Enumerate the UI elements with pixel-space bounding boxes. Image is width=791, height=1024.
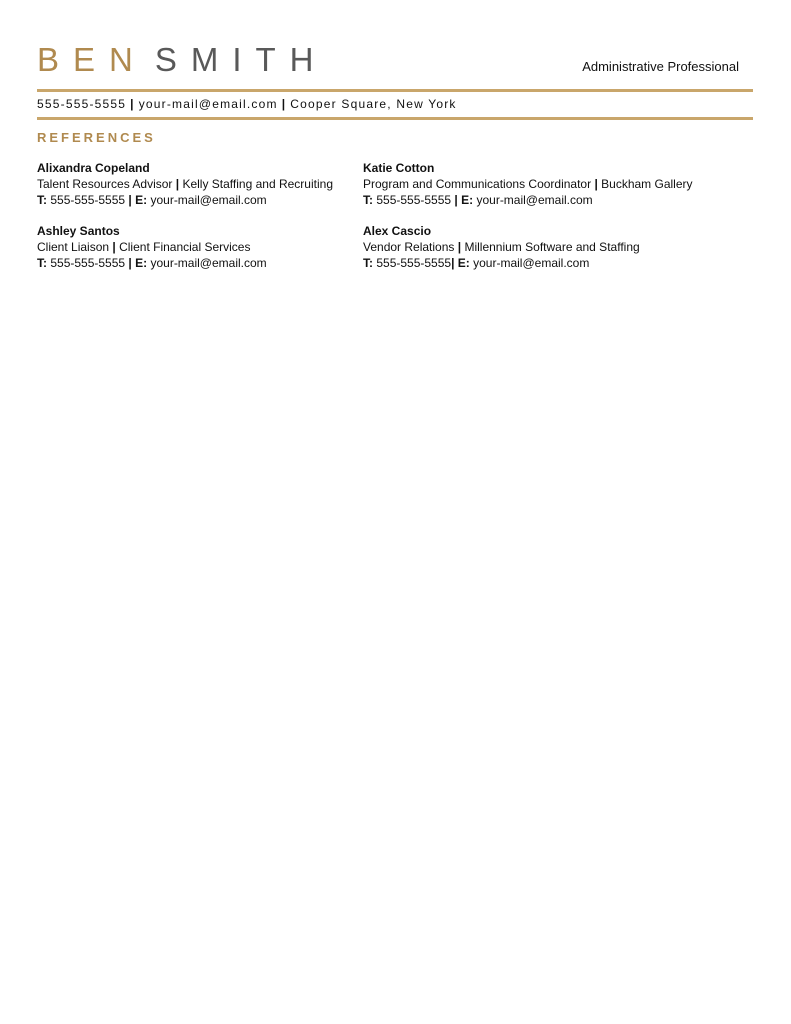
separator: | [451,256,455,270]
section-title-references: REFERENCES [37,130,156,145]
reference-role: Talent Resources Advisor [37,177,173,191]
reference-name: Alex Cascio [363,224,432,238]
bottom-divider [37,117,753,120]
reference-company: Millennium Software and Staffing [464,240,640,254]
reference-contact [37,255,377,271]
reference-company: Buckham Gallery [601,177,693,191]
reference-role: Vendor Relations [363,240,455,254]
separator: | [281,97,287,111]
contact-email: your-mail@email.com [138,97,278,111]
contact-phone: 555-555-5555 [37,97,127,111]
reference-entry [363,223,703,271]
email-label: E: [457,256,470,270]
applicant-name [37,40,328,80]
reference-contact [363,255,703,271]
reference-role: Program and Communications Coordinator [363,177,592,191]
top-divider [37,89,753,92]
separator: | [594,177,598,191]
reference-entry [37,223,377,271]
email-label: E: [135,193,148,207]
header [37,40,753,80]
contact-address: Cooper Square, New York [290,97,457,111]
reference-contact [363,192,703,208]
reference-company: Client Financial Services [119,240,251,254]
reference-name: Alixandra Copeland [37,161,150,175]
phone-label: T: [37,193,47,207]
phone-label: T: [37,256,47,270]
separator: | [128,256,132,270]
last-name: SMITH [154,41,328,78]
reference-name: Katie Cotton [363,161,435,175]
first-name: BEN [37,41,147,78]
reference-entry [37,160,377,208]
reference-email: your-mail@email.com [150,256,267,270]
reference-phone: 555-555-5555 [50,193,126,207]
reference-position [37,239,377,255]
separator: | [112,240,116,254]
reference-phone: 555-555-5555 [376,193,452,207]
reference-position [37,176,377,192]
contact-info [37,97,457,111]
reference-phone: 555-555-5555 [50,256,126,270]
phone-label: T: [363,193,373,207]
reference-email: your-mail@email.com [476,193,593,207]
reference-company: Kelly Staffing and Recruiting [182,177,333,191]
reference-role: Client Liaison [37,240,110,254]
separator: | [454,193,458,207]
job-title: Administrative Professional [582,59,739,74]
separator: | [175,177,180,191]
separator: | [457,240,462,254]
reference-email: your-mail@email.com [150,193,267,207]
reference-entry [363,160,703,208]
reference-position [363,239,703,255]
reference-phone: 555-555-5555 [376,256,452,270]
reference-position [363,176,703,192]
separator: | [128,193,132,207]
separator: | [130,97,135,111]
reference-contact [37,192,377,208]
email-label: E: [135,256,148,270]
reference-name: Ashley Santos [37,224,120,238]
phone-label: T: [363,256,373,270]
email-label: E: [461,193,474,207]
reference-email: your-mail@email.com [473,256,590,270]
